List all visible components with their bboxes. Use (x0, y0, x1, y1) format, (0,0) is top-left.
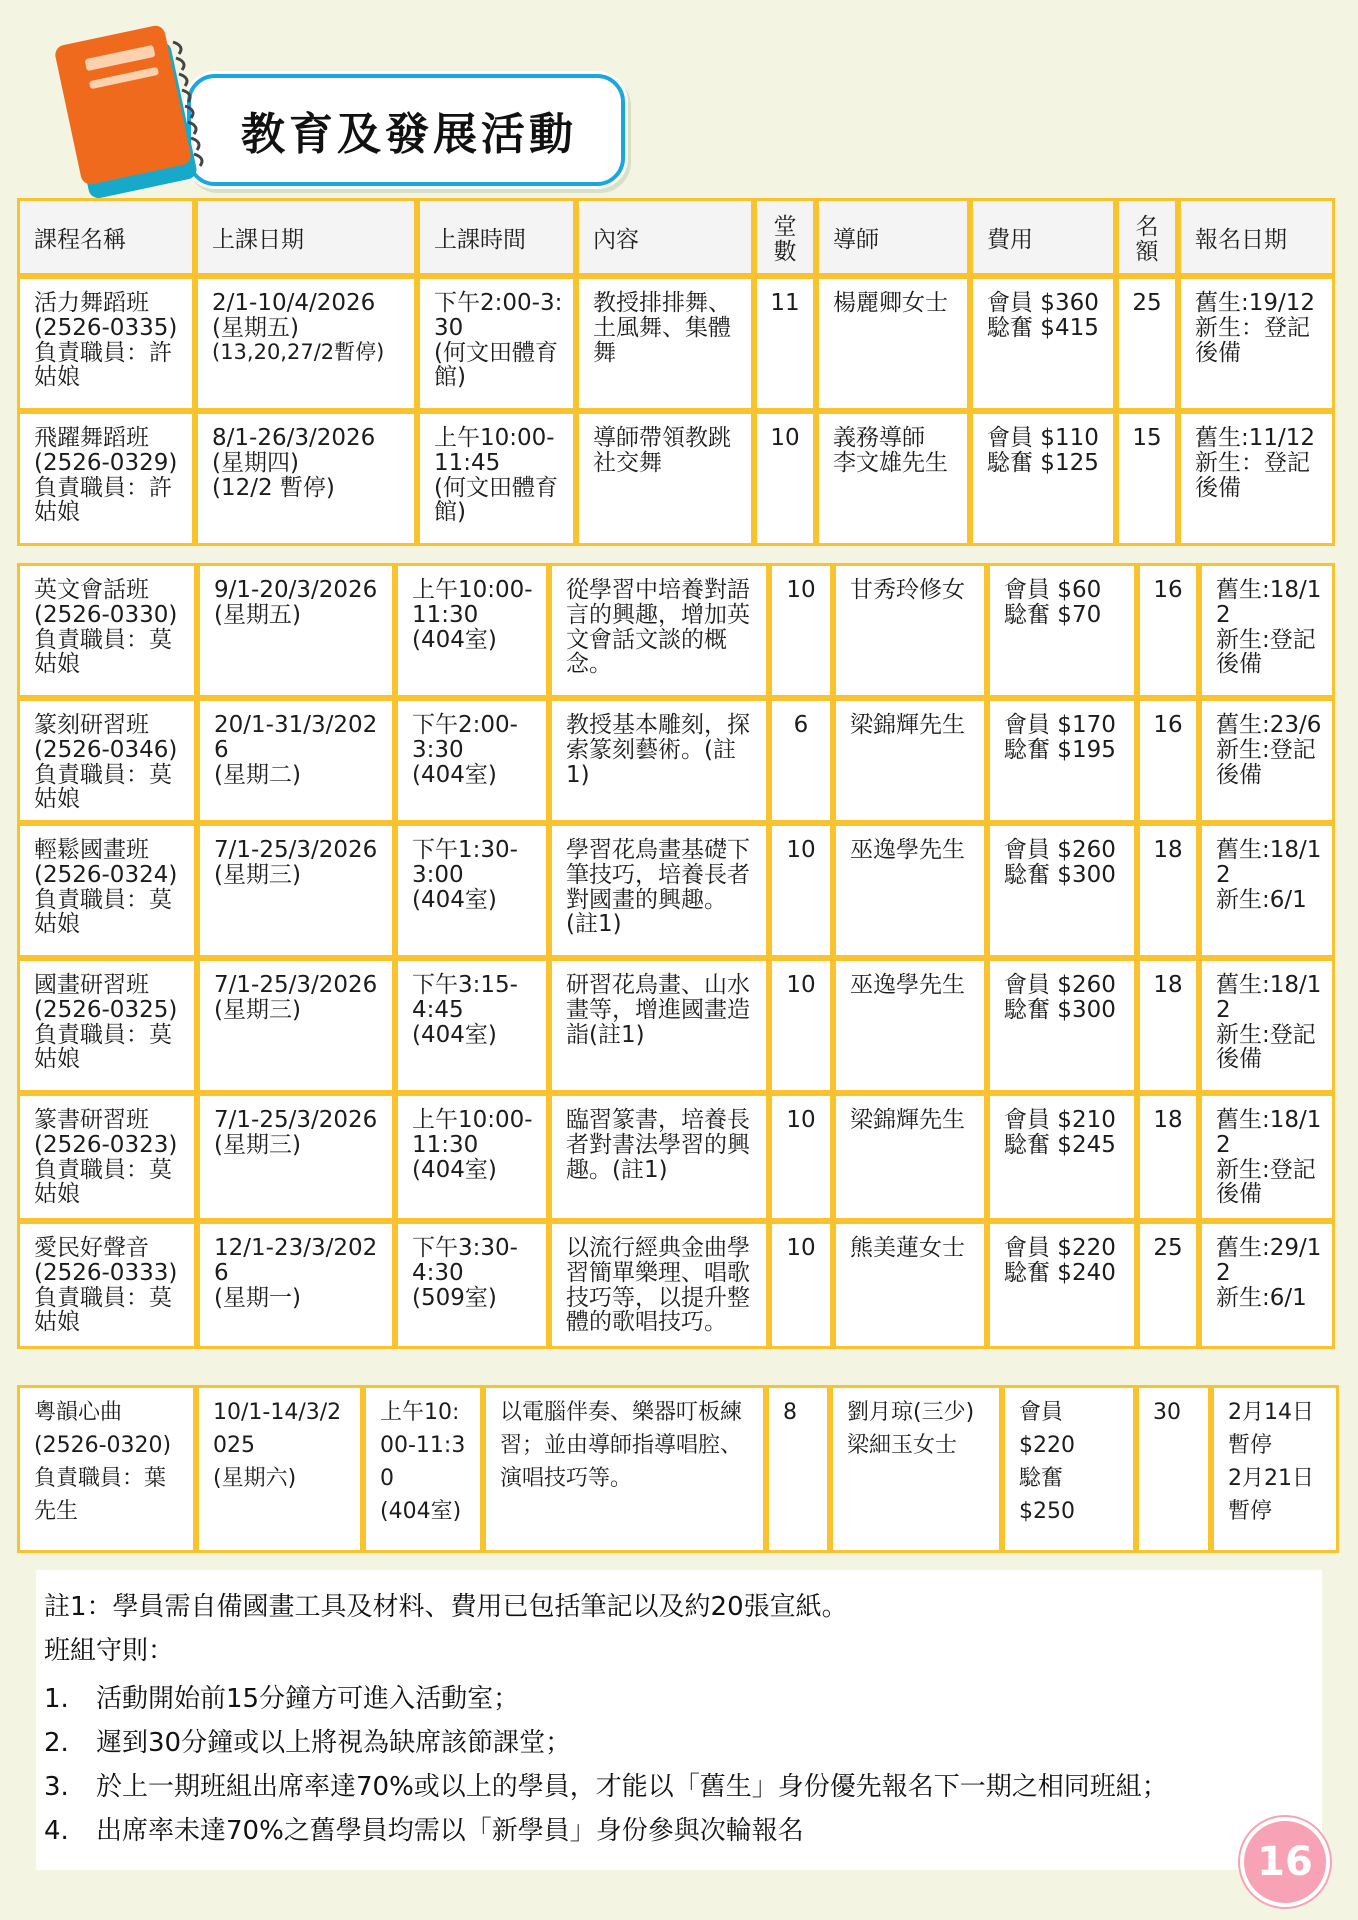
quota-cell: 25 (1137, 1221, 1199, 1349)
class-time-cell: 下午2:00-3:30 (何文田體育館) (417, 276, 576, 411)
table-row (17, 276, 1335, 411)
notes-panel (36, 1570, 1322, 1870)
course-name-cell: 篆刻研習班 (2526-0346) 負責職員：莫姑娘 (17, 698, 197, 823)
table-row (17, 1093, 1335, 1221)
fee-cell: 會員 $260 騐奮 $300 (987, 823, 1137, 958)
registration-cell: 舊生:18/12 新生:登記後備 (1199, 1093, 1335, 1221)
header-sessions: 堂數 (754, 198, 816, 276)
sessions-cell: 11 (754, 276, 816, 411)
content-cell: 以電腦伴奏、樂器叮板練習；並由導師指導唱腔、演唱技巧等。 (483, 1385, 766, 1553)
content-cell: 研習花鳥畫、山水畫等，增進國畫造詣(註1) (549, 958, 769, 1093)
quota-cell: 15 (1116, 411, 1178, 546)
class-time-cell: 上午10:00-11:30 (404室) (395, 563, 549, 698)
course-name-cell: 英文會話班 (2526-0330) 負責職員：莫姑娘 (17, 563, 197, 698)
quota-cell: 18 (1137, 1093, 1199, 1221)
sessions-cell: 10 (769, 823, 833, 958)
content-cell: 臨習篆書，培養長者對書法學習的興趣。(註1) (549, 1093, 769, 1221)
page-header (45, 12, 605, 202)
quota-cell: 18 (1137, 958, 1199, 1093)
header-content: 內容 (576, 198, 754, 276)
registration-cell: 舊生:19/12 新生：登記後備 (1178, 276, 1335, 411)
notebook-icon (45, 12, 220, 202)
title-box (187, 74, 625, 186)
course-name-cell: 篆書研習班 (2526-0323) 負責職員：莫姑娘 (17, 1093, 197, 1221)
class-date-cell: 20/1-31/3/2026 (星期二) (197, 698, 395, 823)
content-cell: 導師帶領教跳社交舞 (576, 411, 754, 546)
table-header-row (17, 198, 1335, 276)
fee-cell: 會員 $210 騐奮 $245 (987, 1093, 1137, 1221)
tutor-cell: 梁錦輝先生 (833, 1093, 987, 1221)
content-cell: 學習花鳥畫基礎下筆技巧，培養長者對國畫的興趣。(註1) (549, 823, 769, 958)
course-table-3 (17, 1385, 1339, 1553)
tutor-cell: 義務導師 李文雄先生 (816, 411, 970, 546)
class-time-cell: 下午1:30-3:00 (404室) (395, 823, 549, 958)
tutor-cell: 楊麗卿女士 (816, 276, 970, 411)
tutor-cell: 熊美蓮女士 (833, 1221, 987, 1349)
course-name-cell: 粵韻心曲 (2526-0320) 負責職員：葉先生 (17, 1385, 196, 1553)
registration-cell: 舊生:18/12 新生:登記後備 (1199, 958, 1335, 1093)
fee-cell: 會員 $260 騐奮 $300 (987, 958, 1137, 1093)
course-name-cell: 飛躍舞蹈班 (2526-0329) 負責職員：許姑娘 (17, 411, 195, 546)
table-row (17, 411, 1335, 546)
class-date-cell: 8/1-26/3/2026 (星期四) (12/2 暫停) (195, 411, 417, 546)
page-number-badge: 16 (1240, 1817, 1330, 1907)
quota-cell: 25 (1116, 276, 1178, 411)
table-row (17, 1385, 1339, 1553)
content-cell: 教授基本雕刻，探索篆刻藝術。(註1) (549, 698, 769, 823)
table-row (17, 1221, 1335, 1349)
sessions-cell: 10 (769, 1093, 833, 1221)
header-class-date: 上課日期 (195, 198, 417, 276)
class-date-cell: 7/1-25/3/2026 (星期三) (197, 1093, 395, 1221)
registration-cell: 舊生:11/12 新生：登記後備 (1178, 411, 1335, 546)
page-title: 教育及發展活動 (241, 109, 577, 160)
header-fee: 費用 (970, 198, 1116, 276)
registration-cell: 舊生:29/12 新生:6/1 (1199, 1221, 1335, 1349)
class-time-cell: 下午3:15-4:45 (404室) (395, 958, 549, 1093)
content-cell: 從學習中培養對語言的興趣，增加英文會話文談的概念。 (549, 563, 769, 698)
course-name-cell: 活力舞蹈班 (2526-0335) 負責職員：許姑娘 (17, 276, 195, 411)
class-time-cell: 上午10:00-11:45 (何文田體育館) (417, 411, 576, 546)
class-time-cell: 上午10:00-11:30 (404室) (363, 1385, 483, 1553)
quota-cell: 30 (1136, 1385, 1211, 1553)
sessions-cell: 10 (754, 411, 816, 546)
class-time-cell: 下午2:00-3:30 (404室) (395, 698, 549, 823)
sessions-cell: 10 (769, 563, 833, 698)
header-registration-date: 報名日期 (1178, 198, 1335, 276)
class-date-cell: 2/1-10/4/2026 (星期五) (13,20,27/2暫停) (195, 276, 417, 411)
registration-cell: 舊生:23/6 新生:登記後備 (1199, 698, 1335, 823)
tutor-cell: 梁錦輝先生 (833, 698, 987, 823)
class-time-cell: 下午3:30-4:30 (509室) (395, 1221, 549, 1349)
course-table-2 (17, 563, 1335, 1349)
registration-cell: 2月14日暫停 2月21日暫停 (1211, 1385, 1339, 1553)
tutor-cell: 巫逸學先生 (833, 823, 987, 958)
header-quota: 名額 (1116, 198, 1178, 276)
course-table-1 (17, 198, 1335, 546)
table-row (17, 958, 1335, 1093)
quota-cell: 16 (1137, 698, 1199, 823)
table-row (17, 563, 1335, 698)
class-time-cell: 上午10:00-11:30 (404室) (395, 1093, 549, 1221)
fee-cell: 會員 $220 騐奮 $250 (1002, 1385, 1136, 1553)
rule-item: 1. 活動開始前15分鐘方可進入活動室； (44, 1684, 520, 1714)
sessions-cell: 10 (769, 958, 833, 1093)
rule-item: 3. 於上一期班組出席率達70%或以上的學員，才能以「舊生」身份優先報名下一期之相同班組； (44, 1772, 1168, 1802)
class-date-cell: 7/1-25/3/2026 (星期三) (197, 958, 395, 1093)
sessions-cell: 8 (766, 1385, 830, 1553)
class-date-cell: 10/1-14/3/2025 (星期六) (196, 1385, 363, 1553)
rules-title: 班組守則： (44, 1636, 175, 1666)
content-cell: 教授排排舞、土風舞、集體舞 (576, 276, 754, 411)
header-class-time: 上課時間 (417, 198, 576, 276)
table-row (17, 823, 1335, 958)
fee-cell: 會員 $170 騐奮 $195 (987, 698, 1137, 823)
tutor-cell: 劉月琼(三少) 梁細玉女士 (830, 1385, 1002, 1553)
table-row (17, 698, 1335, 823)
fee-cell: 會員 $220 騐奮 $240 (987, 1221, 1137, 1349)
course-name-cell: 愛民好聲音 (2526-0333) 負責職員：莫姑娘 (17, 1221, 197, 1349)
registration-cell: 舊生:18/12 新生:登記後備 (1199, 563, 1335, 698)
quota-cell: 16 (1137, 563, 1199, 698)
tutor-cell: 甘秀玲修女 (833, 563, 987, 698)
course-name-cell: 輕鬆國畫班 (2526-0324) 負責職員：莫姑娘 (17, 823, 197, 958)
sessions-cell: 10 (769, 1221, 833, 1349)
sessions-cell: 6 (769, 698, 833, 823)
quota-cell: 18 (1137, 823, 1199, 958)
registration-cell: 舊生:18/12 新生:6/1 (1199, 823, 1335, 958)
fee-cell: 會員 $60 騐奮 $70 (987, 563, 1137, 698)
tutor-cell: 巫逸學先生 (833, 958, 987, 1093)
note-1: 註1：學員需自備國畫工具及材料、費用已包括筆記以及約20張宣紙。 (44, 1592, 848, 1622)
header-course-name: 課程名稱 (17, 198, 195, 276)
class-date-cell: 7/1-25/3/2026 (星期三) (197, 823, 395, 958)
fee-cell: 會員 $110 騐奮 $125 (970, 411, 1116, 546)
header-tutor: 導師 (816, 198, 970, 276)
fee-cell: 會員 $360 騐奮 $415 (970, 276, 1116, 411)
rule-item: 2. 遲到30分鐘或以上將視為缺席該節課堂； (44, 1728, 572, 1758)
course-name-cell: 國畫研習班 (2526-0325) 負責職員：莫姑娘 (17, 958, 197, 1093)
class-date-cell: 9/1-20/3/2026 (星期五) (197, 563, 395, 698)
rule-item: 4. 出席率未達70%之舊學員均需以「新學員」身份參與次輪報名 (44, 1816, 804, 1846)
content-cell: 以流行經典金曲學習簡單樂理、唱歌技巧等，以提升整體的歌唱技巧。 (549, 1221, 769, 1349)
class-date-cell: 12/1-23/3/2026 (星期一) (197, 1221, 395, 1349)
